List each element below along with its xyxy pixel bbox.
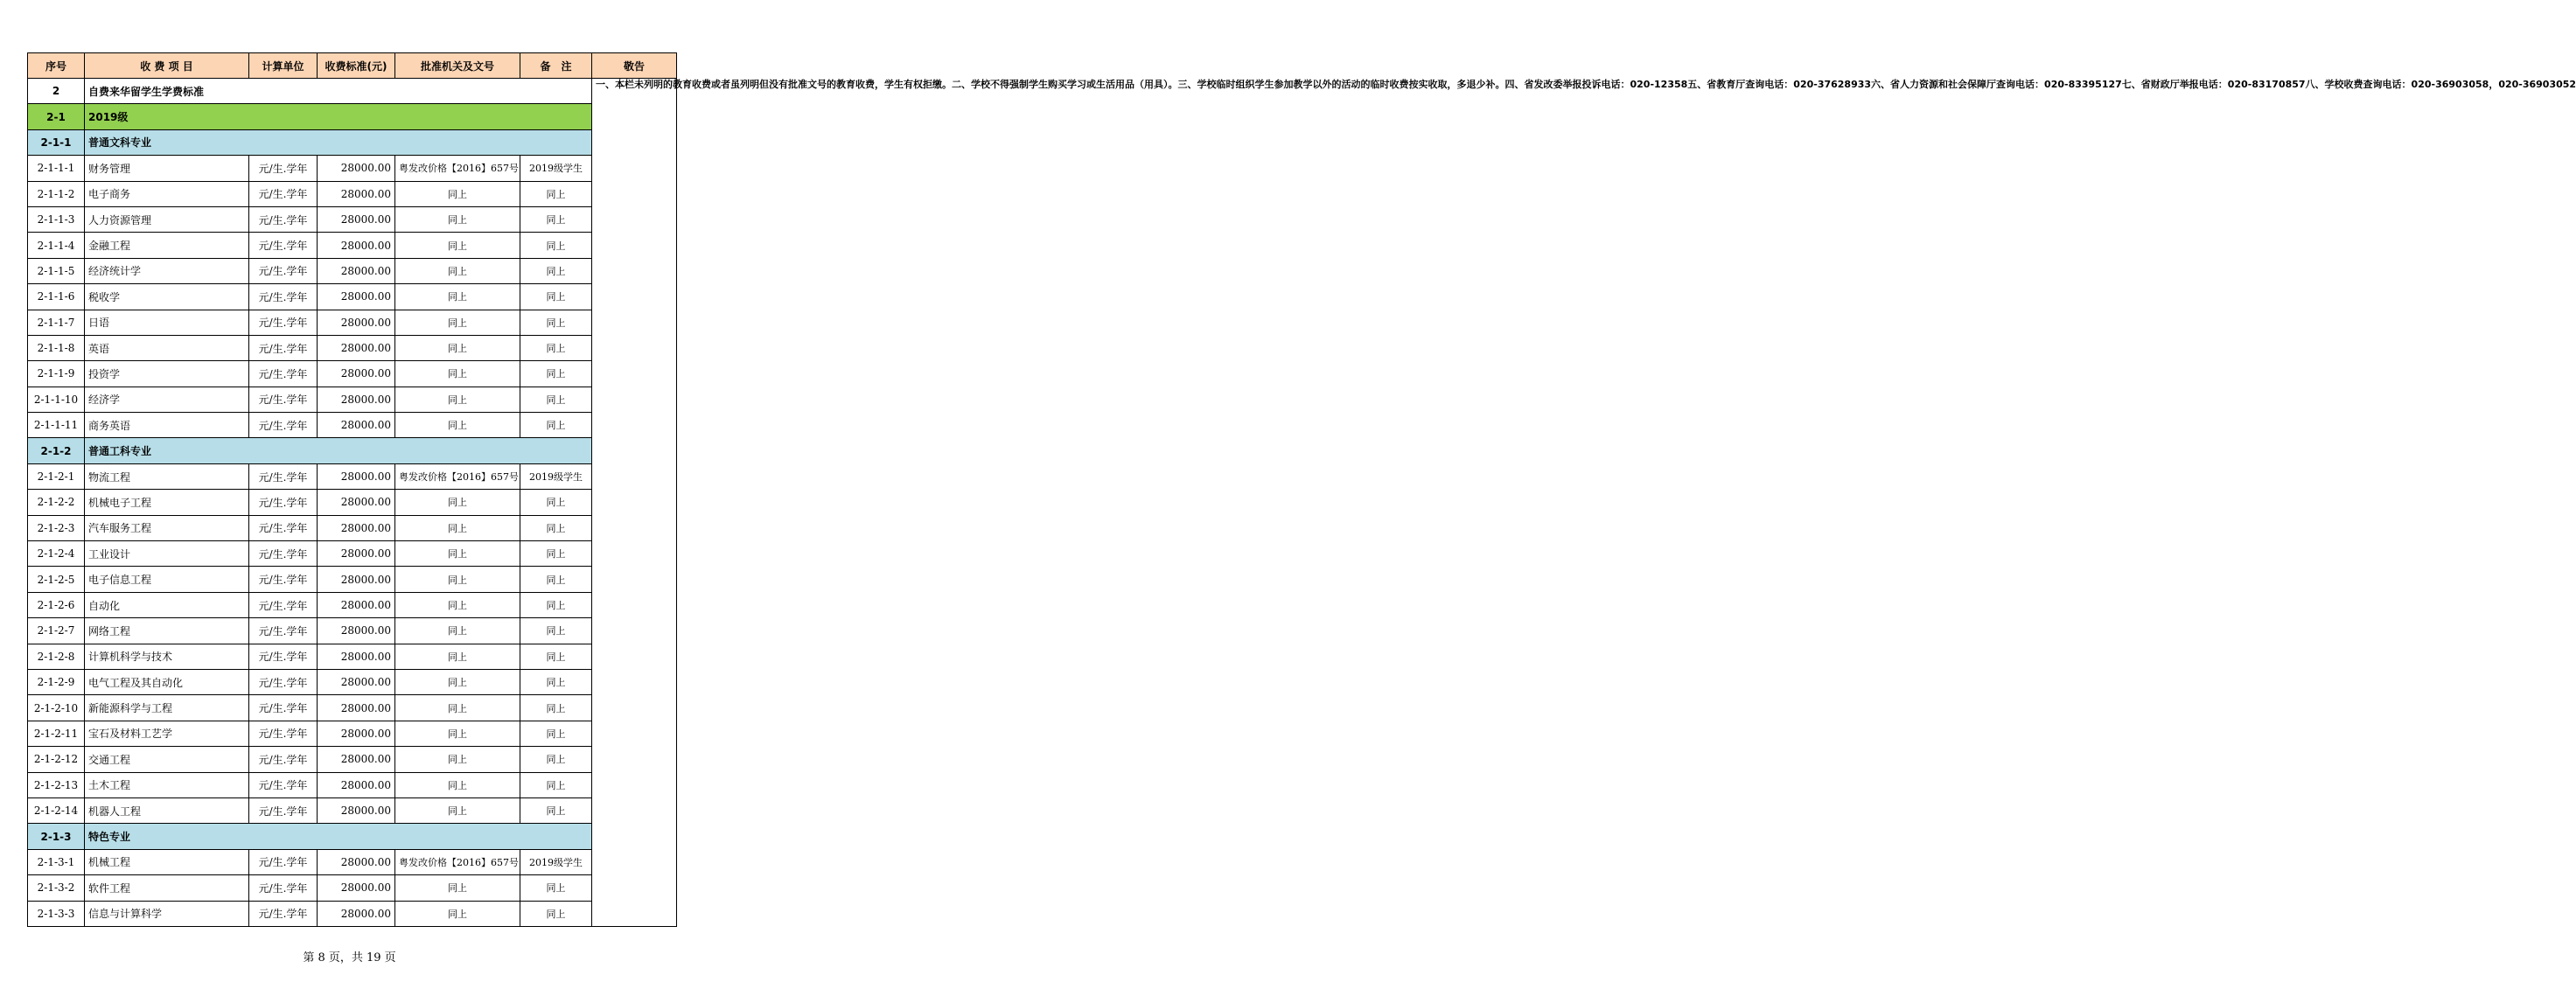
row-unit: 元/生.学年 <box>249 567 318 592</box>
row-fee: 28000.00 <box>318 181 395 206</box>
table-row <box>28 284 677 310</box>
row-seq: 2-1-2-10 <box>28 695 85 721</box>
row-fee: 28000.00 <box>318 490 395 515</box>
row-item-name: 交通工程 <box>85 747 249 772</box>
row-note: 同上 <box>520 284 592 310</box>
row-seq: 2-1-3-1 <box>28 849 85 874</box>
row-seq: 2-1-1-1 <box>28 156 85 181</box>
row-approval: 粤发改价格【2016】657号 <box>395 463 520 489</box>
row-fee: 28000.00 <box>318 567 395 592</box>
table-row <box>28 695 677 721</box>
row-approval: 同上 <box>395 284 520 310</box>
row-fee: 28000.00 <box>318 592 395 617</box>
row-seq: 2-1-1-8 <box>28 335 85 360</box>
row-unit: 元/生.学年 <box>249 797 318 823</box>
table-row <box>28 849 677 874</box>
row-note: 同上 <box>520 181 592 206</box>
row-seq: 2-1-1-5 <box>28 258 85 283</box>
row-fee: 28000.00 <box>318 644 395 669</box>
row-item-name: 经济学 <box>85 387 249 412</box>
row-unit: 元/生.学年 <box>249 310 318 335</box>
row-item-name: 物流工程 <box>85 463 249 489</box>
row-approval: 同上 <box>395 490 520 515</box>
row-fee: 28000.00 <box>318 541 395 567</box>
row-seq: 2-1-2-9 <box>28 669 85 694</box>
table-row <box>28 669 677 694</box>
row-note: 同上 <box>520 669 592 694</box>
row-approval: 同上 <box>395 797 520 823</box>
table-row <box>28 258 677 283</box>
row-unit: 元/生.学年 <box>249 284 318 310</box>
table-row <box>28 156 677 181</box>
row-note: 同上 <box>520 490 592 515</box>
row-item-name: 电气工程及其自动化 <box>85 669 249 694</box>
row-seq: 2-1-1-6 <box>28 284 85 310</box>
row-seq: 2-1-2-11 <box>28 721 85 746</box>
table-row <box>28 206 677 232</box>
row-unit: 元/生.学年 <box>249 206 318 232</box>
row-item-name: 宝石及材料工艺学 <box>85 721 249 746</box>
row-seq: 2-1-2-6 <box>28 592 85 617</box>
row-approval: 同上 <box>395 747 520 772</box>
header-item: 收 费 项 目 <box>85 53 249 79</box>
row-item-name: 金融工程 <box>85 233 249 258</box>
row-fee: 28000.00 <box>318 258 395 283</box>
header-unit: 计算单位 <box>249 53 318 79</box>
header-seq: 序号 <box>28 53 85 79</box>
table-row <box>28 901 677 926</box>
row-fee: 28000.00 <box>318 772 395 797</box>
row-seq: 2-1-2-5 <box>28 567 85 592</box>
row-item-name: 信息与计算科学 <box>85 901 249 926</box>
row-approval: 同上 <box>395 310 520 335</box>
row-seq: 2-1-2-4 <box>28 541 85 567</box>
row-note: 同上 <box>520 695 592 721</box>
row-unit: 元/生.学年 <box>249 695 318 721</box>
row-fee: 28000.00 <box>318 335 395 360</box>
row-fee: 28000.00 <box>318 361 395 387</box>
row-item-name: 财务管理 <box>85 156 249 181</box>
row-approval: 同上 <box>395 181 520 206</box>
row-approval: 同上 <box>395 567 520 592</box>
row-fee: 28000.00 <box>318 233 395 258</box>
row-item-name: 机器人工程 <box>85 797 249 823</box>
table-row <box>28 413 677 438</box>
row-fee: 28000.00 <box>318 669 395 694</box>
row-approval: 同上 <box>395 592 520 617</box>
row-item-name: 人力资源管理 <box>85 206 249 232</box>
row-item-name: 日语 <box>85 310 249 335</box>
table-row <box>28 387 677 412</box>
table-row <box>28 515 677 540</box>
row-approval: 同上 <box>395 901 520 926</box>
row-unit: 元/生.学年 <box>249 669 318 694</box>
row-approval: 同上 <box>395 361 520 387</box>
row-fee: 28000.00 <box>318 156 395 181</box>
row-unit: 元/生.学年 <box>249 181 318 206</box>
row-approval: 同上 <box>395 875 520 901</box>
row-approval: 同上 <box>395 669 520 694</box>
row-note: 同上 <box>520 747 592 772</box>
row-seq: 2-1-3-3 <box>28 901 85 926</box>
row-fee: 28000.00 <box>318 515 395 540</box>
row-seq: 2-1-1-9 <box>28 361 85 387</box>
table-row <box>28 233 677 258</box>
table-row <box>28 721 677 746</box>
row-seq: 2-1-2-3 <box>28 515 85 540</box>
table-row <box>28 361 677 387</box>
row-seq: 2-1-1-2 <box>28 181 85 206</box>
table-row <box>28 335 677 360</box>
row-item-name: 经济统计学 <box>85 258 249 283</box>
table-row <box>28 463 677 489</box>
row-seq: 2-1-2-2 <box>28 490 85 515</box>
row-unit: 元/生.学年 <box>249 515 318 540</box>
row-approval: 粤发改价格【2016】657号 <box>395 849 520 874</box>
row-unit: 元/生.学年 <box>249 541 318 567</box>
row-seq: 2-1-2-12 <box>28 747 85 772</box>
header-note: 备 注 <box>520 53 592 79</box>
table-row <box>28 644 677 669</box>
header-row <box>28 53 677 79</box>
row-fee: 28000.00 <box>318 387 395 412</box>
row-unit: 元/生.学年 <box>249 592 318 617</box>
table-row <box>28 541 677 567</box>
row-fee: 28000.00 <box>318 721 395 746</box>
row-fee: 28000.00 <box>318 310 395 335</box>
table-row <box>28 772 677 797</box>
row-item-name: 工业设计 <box>85 541 249 567</box>
section-title: 普通工科专业 <box>85 438 592 463</box>
row-seq: 2-1-1-10 <box>28 387 85 412</box>
row-fee: 28000.00 <box>318 695 395 721</box>
row-unit: 元/生.学年 <box>249 875 318 901</box>
row-item-name: 计算机科学与技术 <box>85 644 249 669</box>
notice-column: 一、本栏未列明的教育收费或者虽列明但没有批准文号的教育收费，学生有权拒缴。二、学校不得强制学生购买学习或生活用品（用具）。三、学校临时组织学生参加教学以外的活动的临时收费按实收取，多退少补。四、省发改委举报投诉电话：020-12358五、省教育厅查询电话：020-37628933六、省人力资源和社会保障厅查询电话：020-83395127七、省财政厅举报电话：020-83170857八、学校收费查询电话：020-36903058，020-36903052 <box>592 79 677 927</box>
row-fee: 28000.00 <box>318 797 395 823</box>
row-unit: 元/生.学年 <box>249 413 318 438</box>
row-item-name: 电子商务 <box>85 181 249 206</box>
row-note: 同上 <box>520 875 592 901</box>
table-row <box>28 875 677 901</box>
row-approval: 同上 <box>395 335 520 360</box>
row-note: 同上 <box>520 592 592 617</box>
row-unit: 元/生.学年 <box>249 156 318 181</box>
fee-table <box>27 52 2576 927</box>
row-item-name: 机械工程 <box>85 849 249 874</box>
row-note: 同上 <box>520 258 592 283</box>
section-row <box>28 79 677 104</box>
section-seq: 2-1 <box>28 104 85 129</box>
row-item-name: 新能源科学与工程 <box>85 695 249 721</box>
row-seq: 2-1-1-3 <box>28 206 85 232</box>
section-seq: 2-1-2 <box>28 438 85 463</box>
row-item-name: 投资学 <box>85 361 249 387</box>
row-note: 同上 <box>520 618 592 644</box>
row-note: 同上 <box>520 361 592 387</box>
row-unit: 元/生.学年 <box>249 721 318 746</box>
row-unit: 元/生.学年 <box>249 901 318 926</box>
row-item-name: 汽车服务工程 <box>85 515 249 540</box>
row-note: 同上 <box>520 310 592 335</box>
header-approval: 批准机关及文号 <box>395 53 520 79</box>
row-item-name: 软件工程 <box>85 875 249 901</box>
row-fee: 28000.00 <box>318 875 395 901</box>
row-item-name: 英语 <box>85 335 249 360</box>
row-unit: 元/生.学年 <box>249 233 318 258</box>
row-note: 同上 <box>520 233 592 258</box>
row-item-name: 自动化 <box>85 592 249 617</box>
row-fee: 28000.00 <box>318 284 395 310</box>
row-item-name: 网络工程 <box>85 618 249 644</box>
row-fee: 28000.00 <box>318 901 395 926</box>
row-approval: 同上 <box>395 695 520 721</box>
row-note: 同上 <box>520 901 592 926</box>
row-fee: 28000.00 <box>318 206 395 232</box>
row-seq: 2-1-2-7 <box>28 618 85 644</box>
row-note: 2019级学生 <box>520 463 592 489</box>
row-unit: 元/生.学年 <box>249 618 318 644</box>
row-fee: 28000.00 <box>318 413 395 438</box>
row-seq: 2-1-1-11 <box>28 413 85 438</box>
table-row <box>28 618 677 644</box>
row-seq: 2-1-2-1 <box>28 463 85 489</box>
row-seq: 2-1-3-2 <box>28 875 85 901</box>
row-note: 同上 <box>520 772 592 797</box>
row-fee: 28000.00 <box>318 849 395 874</box>
row-approval: 同上 <box>395 413 520 438</box>
section-row <box>28 104 677 129</box>
section-title: 普通文科专业 <box>85 129 592 155</box>
table-row <box>28 747 677 772</box>
section-row <box>28 129 677 155</box>
page-footer: 第 8 页，共 19 页 <box>303 951 396 965</box>
row-unit: 元/生.学年 <box>249 490 318 515</box>
row-approval: 同上 <box>395 258 520 283</box>
row-approval: 粤发改价格【2016】657号 <box>395 156 520 181</box>
row-approval: 同上 <box>395 233 520 258</box>
section-seq: 2-1-3 <box>28 824 85 849</box>
header-notice: 敬告 <box>592 53 677 79</box>
row-seq: 2-1-1-7 <box>28 310 85 335</box>
row-item-name: 土木工程 <box>85 772 249 797</box>
row-note: 2019级学生 <box>520 156 592 181</box>
row-unit: 元/生.学年 <box>249 335 318 360</box>
row-note: 同上 <box>520 721 592 746</box>
row-note: 同上 <box>520 567 592 592</box>
table-row <box>28 490 677 515</box>
row-approval: 同上 <box>395 541 520 567</box>
row-note: 2019级学生 <box>520 849 592 874</box>
row-approval: 同上 <box>395 644 520 669</box>
table-row <box>28 567 677 592</box>
row-unit: 元/生.学年 <box>249 772 318 797</box>
row-note: 同上 <box>520 206 592 232</box>
row-note: 同上 <box>520 515 592 540</box>
row-unit: 元/生.学年 <box>249 849 318 874</box>
row-fee: 28000.00 <box>318 747 395 772</box>
row-item-name: 商务英语 <box>85 413 249 438</box>
section-title: 自费来华留学生学费标准 <box>85 79 592 104</box>
row-unit: 元/生.学年 <box>249 258 318 283</box>
section-seq: 2-1-1 <box>28 129 85 155</box>
section-row <box>28 824 677 849</box>
section-title: 2019级 <box>85 104 592 129</box>
row-approval: 同上 <box>395 206 520 232</box>
row-seq: 2-1-2-8 <box>28 644 85 669</box>
row-approval: 同上 <box>395 618 520 644</box>
table-row <box>28 592 677 617</box>
table-row <box>28 310 677 335</box>
table-row <box>28 181 677 206</box>
row-unit: 元/生.学年 <box>249 644 318 669</box>
row-note: 同上 <box>520 644 592 669</box>
row-approval: 同上 <box>395 515 520 540</box>
section-title: 特色专业 <box>85 824 592 849</box>
row-note: 同上 <box>520 541 592 567</box>
row-seq: 2-1-1-4 <box>28 233 85 258</box>
row-unit: 元/生.学年 <box>249 747 318 772</box>
row-note: 同上 <box>520 387 592 412</box>
header-fee: 收费标准(元) <box>318 53 395 79</box>
row-approval: 同上 <box>395 721 520 746</box>
row-approval: 同上 <box>395 772 520 797</box>
row-fee: 28000.00 <box>318 463 395 489</box>
row-seq: 2-1-2-13 <box>28 772 85 797</box>
row-approval: 同上 <box>395 387 520 412</box>
row-item-name: 电子信息工程 <box>85 567 249 592</box>
row-unit: 元/生.学年 <box>249 387 318 412</box>
row-unit: 元/生.学年 <box>249 463 318 489</box>
table-body <box>28 79 2576 927</box>
row-item-name: 机械电子工程 <box>85 490 249 515</box>
section-row <box>28 438 677 463</box>
row-note: 同上 <box>520 797 592 823</box>
table-row <box>28 797 677 823</box>
row-note: 同上 <box>520 413 592 438</box>
row-unit: 元/生.学年 <box>249 361 318 387</box>
row-item-name: 税收学 <box>85 284 249 310</box>
row-note: 同上 <box>520 335 592 360</box>
section-seq: 2 <box>28 79 85 104</box>
row-fee: 28000.00 <box>318 618 395 644</box>
row-seq: 2-1-2-14 <box>28 797 85 823</box>
